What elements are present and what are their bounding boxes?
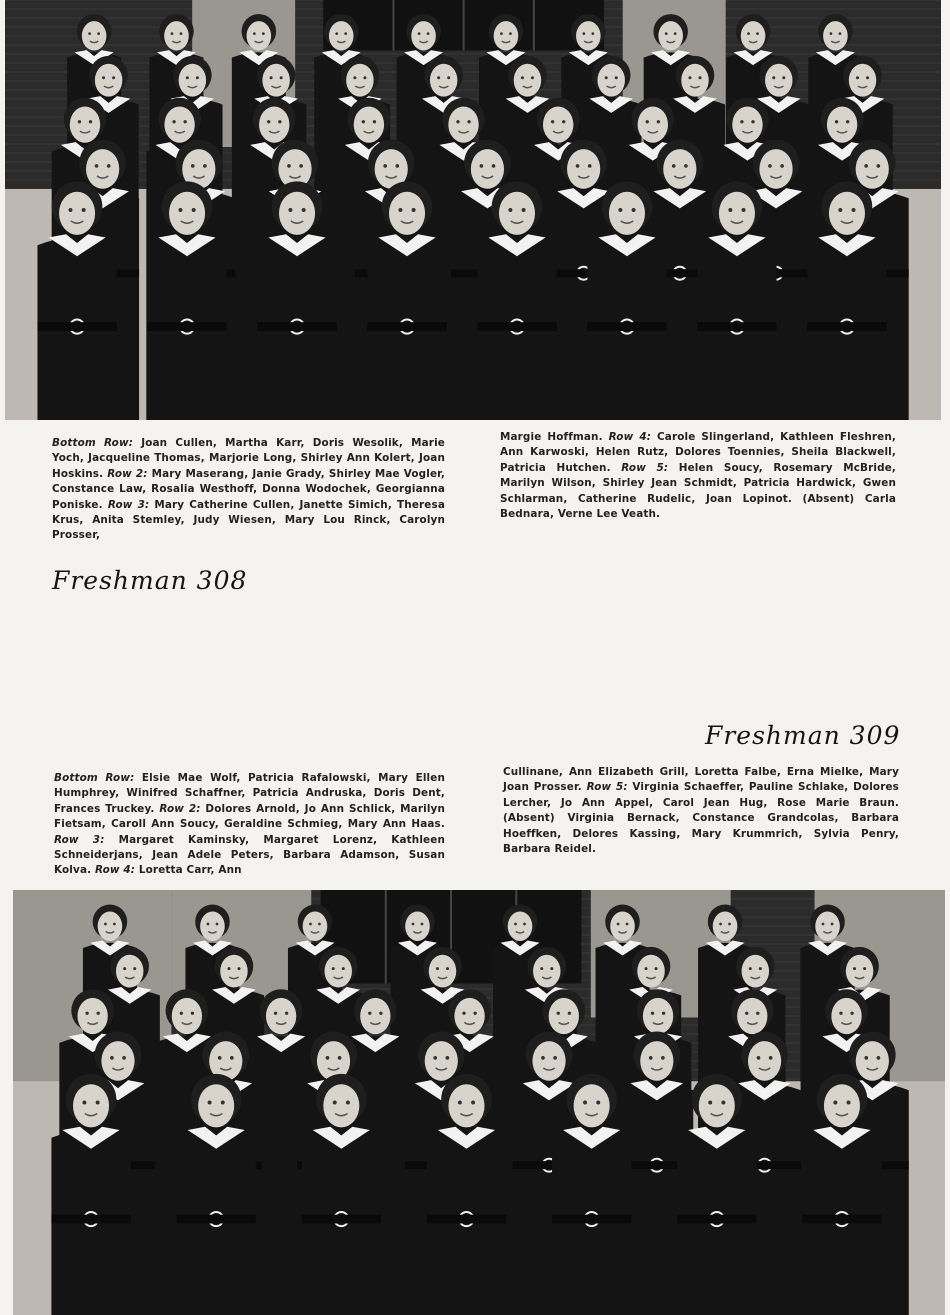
heading-freshman-309: Freshman 309	[705, 721, 901, 750]
row-label: Row 4:	[608, 431, 652, 443]
class-photo-freshman-309	[13, 890, 945, 1315]
caption-text: Margaret Kaminsky, Margaret Lorenz, Kathleen Schneiderjans, Jean Adele Peters, Barbara Adamson, Susan Kolva.	[54, 833, 445, 877]
caption-text: Loretta Carr, Ann	[135, 864, 242, 877]
caption-text: Mary Catherine Cullen, Janette Simich, Theresa Krus, Anita Stemley, Judy Wiesen, Mary Lou Rinck, Carolyn Prosser,	[52, 498, 445, 542]
row-label: Row 4:	[94, 864, 136, 877]
heading-freshman-308: Freshman 308	[52, 566, 248, 595]
row-label: Row 2:	[159, 802, 201, 815]
row-label: Row 3:	[54, 833, 105, 846]
caption-text: Cullinane, Ann Elizabeth Grill, Loretta Falbe, Erna Mielke, Mary Joan Prosser.	[503, 766, 899, 794]
row-label: Row 5:	[621, 461, 669, 474]
class-photo-freshman-308	[5, 0, 941, 420]
row-label: Row 3:	[107, 498, 150, 511]
class-photo-308-illustration	[5, 0, 941, 420]
row-label: Row 2:	[107, 467, 148, 480]
caption-text: Elsie Mae Wolf, Patricia Rafalowski, Mary Ellen Humphrey, Winifred Schaffner, Patricia Andruska, Doris Dent, Frances Truckey.	[54, 772, 445, 815]
class-photo-309-illustration	[13, 890, 945, 1315]
caption-309-right	[503, 765, 899, 857]
caption-text: Virginia Schaeffer, Pauline Schlake, Dolores Lercher, Jo Ann Appel, Carol Jean Hug, Rose Marie Braun. (Absent) Virginia Bernack, Constance Grandcolas, Barbara Hoeffken, Delores Kassing, Mary Krummrich, Sylvia Penry, Barbara Reidel.	[503, 781, 900, 856]
caption-text: Helen Soucy, Rosemary McBride, Marilyn Wilson, Shirley Jean Schmidt, Patricia Hardwick, Gwen Schlarman, Catherine Rudelic, Joan Lopinot. (Absent) Carla Bednara, Verne Lee Veath.	[500, 461, 896, 521]
caption-text: Carole Slingerland, Kathleen Fleshren, Ann Karwoski, Helen Rutz, Dolores Toennies, Sheila Blackwell, Patricia Hutchen.	[500, 431, 897, 474]
caption-text: Mary Maserang, Janie Grady, Shirley Mae Vogler, Constance Law, Rosalia Westhoff, Donna Wodochek, Georgianna Poniske.	[52, 467, 445, 511]
row-label: Bottom Row:	[52, 437, 134, 449]
caption-309-left	[54, 771, 445, 879]
row-label: Bottom Row:	[54, 772, 135, 784]
caption-text: Joan Cullen, Martha Karr, Doris Wesolik, Marie Yoch, Jacqueline Thomas, Marjorie Long, Shirley Ann Kolert, Joan Hoskins.	[52, 437, 445, 480]
caption-308-right	[500, 430, 896, 522]
caption-text: Margie Hoffman.	[500, 431, 609, 443]
row-label: Row 5:	[586, 781, 628, 794]
caption-308-left	[52, 436, 445, 544]
caption-text: Dolores Arnold, Jo Ann Schlick, Marilyn Fietsam, Caroll Ann Soucy, Geraldine Schmieg, Mary Ann Haas.	[54, 802, 445, 831]
